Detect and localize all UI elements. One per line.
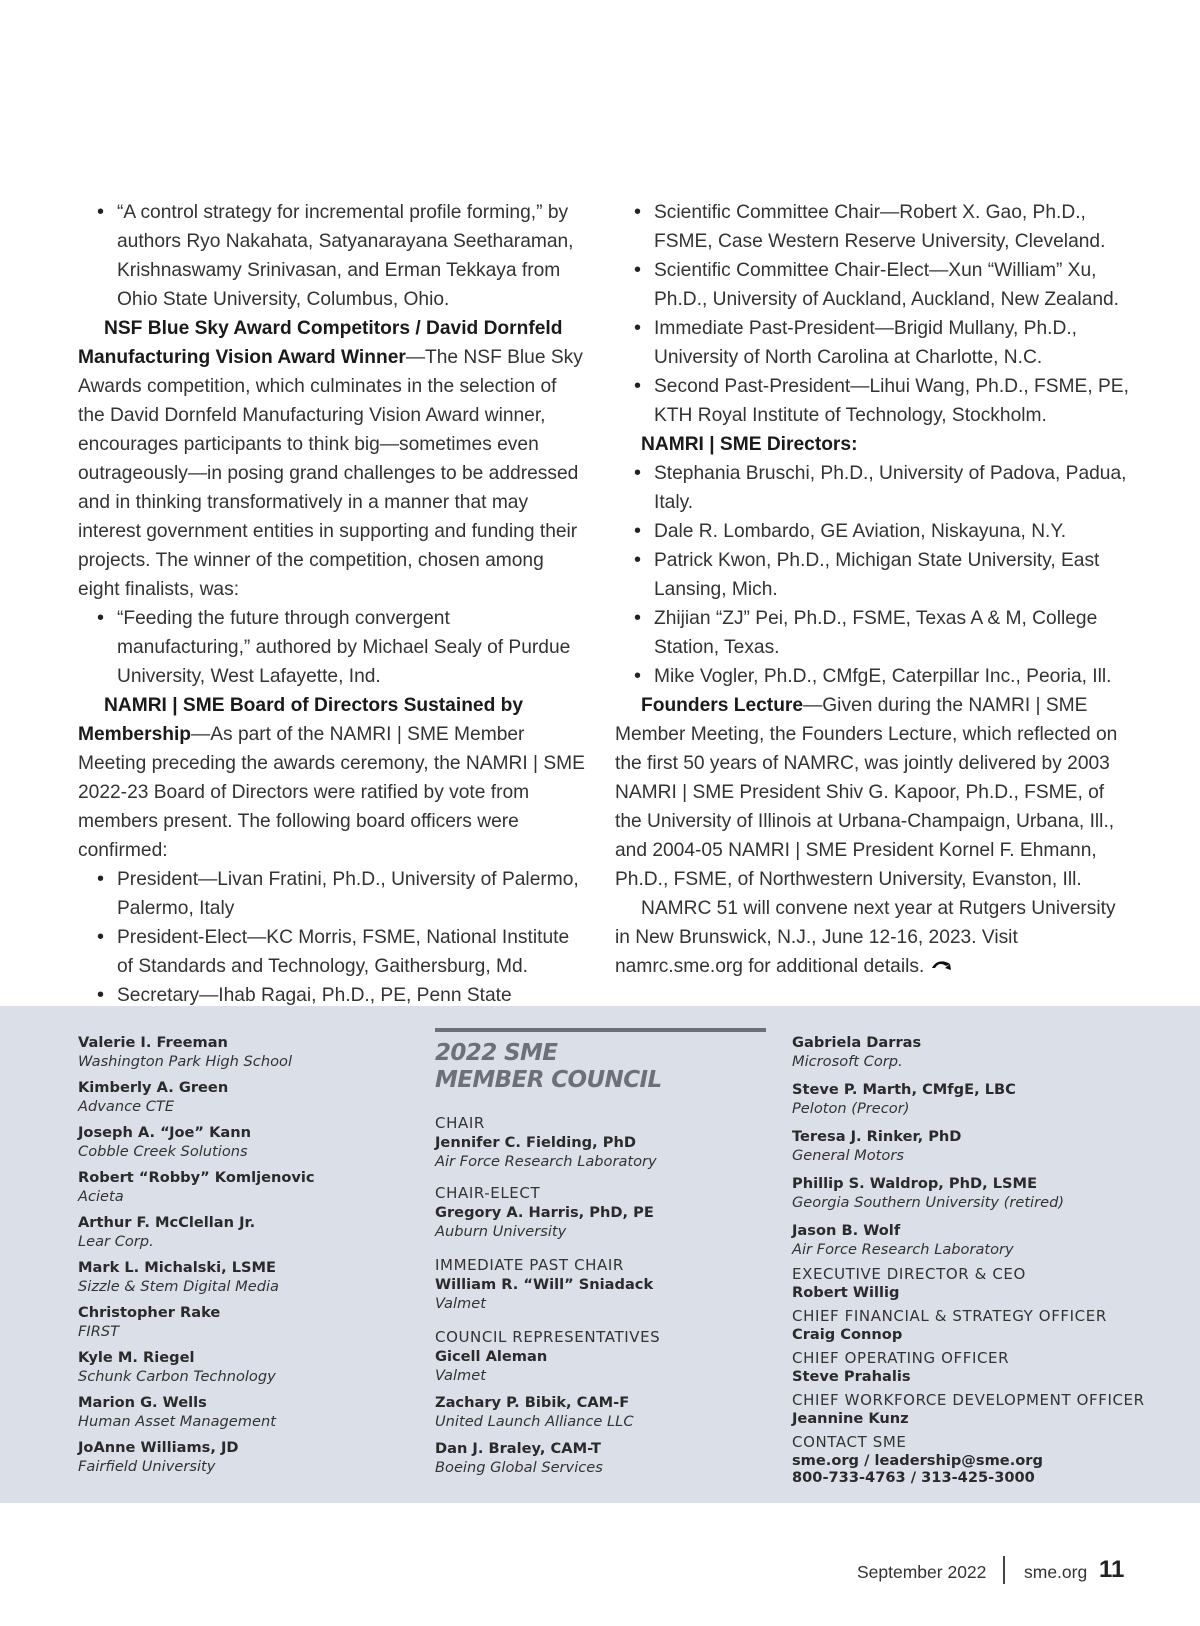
- award-list: [78, 198, 588, 314]
- staff-entry: [792, 1307, 1172, 1343]
- list-item: • Stephania Bruschi, Ph.D., University of Padova, Padua, Italy.: [615, 459, 1135, 517]
- role-label: CHAIR-ELECT: [435, 1184, 541, 1202]
- paragraph-text: —As part of the NAMRI | SME Member Meeting preceding the awards ceremony, the NAMRI | SME 2022-23 Board of Directors were ratified by vote from members present. The following board officers were confirmed:: [78, 724, 585, 861]
- paragraph: [78, 314, 588, 604]
- paragraph-text: —The NSF Blue Sky Awards competition, which culminates in the selection of the David Dornfeld Manufacturing Vision Award winner, encourages participants to think big—sometimes even outrageously—in posing grand challenges to be addressed and in thinking transformatively in a manner that may interest government entities in supporting and funding their projects. The winner of the competition, chosen among eight finalists, was:: [78, 347, 583, 600]
- list-item: • Zhijian “ZJ” Pei, Ph.D., FSME, Texas A & M, College Station, Texas.: [615, 604, 1135, 662]
- list-item: • Dale R. Lombardo, GE Aviation, Niskayuna, N.Y.: [615, 517, 1135, 546]
- section-heading: [615, 430, 1135, 459]
- council-member: [78, 1303, 408, 1341]
- member-org: Cobble Creek Solutions: [78, 1143, 248, 1160]
- list-item: • “A control strategy for incremental profile forming,” by authors Ryo Nakahata, Satyanarayana Seetharaman, Krishnaswamy Srinivasan, and Erman Tekkaya from Ohio State University, Columbus, Ohio.: [78, 198, 588, 314]
- staff-name: Jeannine Kunz: [792, 1410, 909, 1427]
- member-org: Peloton (Precor): [792, 1100, 910, 1117]
- member-org: Human Asset Management: [78, 1413, 276, 1430]
- directors-list: [615, 459, 1135, 691]
- list-item: • President-Elect—KC Morris, FSME, National Institute of Standards and Technology, Gaithersburg, Md.: [78, 923, 588, 981]
- list-item: • Scientific Committee Chair—Robert X. Gao, Ph.D., FSME, Case Western Reserve University, Cleveland.: [615, 198, 1135, 256]
- list-item: • Patrick Kwon, Ph.D., Michigan State University, East Lansing, Mich.: [615, 546, 1135, 604]
- list-item: • Scientific Committee Chair-Elect—Xun “William” Xu, Ph.D., University of Auckland, Auckland, New Zealand.: [615, 256, 1135, 314]
- staff-name: Steve Prahalis: [792, 1368, 911, 1385]
- member-org: United Launch Alliance LLC: [435, 1413, 634, 1430]
- role-label: COUNCIL REPRESENTATIVES: [435, 1328, 661, 1346]
- role-label: CHIEF WORKFORCE DEVELOPMENT OFFICER: [792, 1391, 1145, 1409]
- end-mark-icon: [930, 959, 952, 973]
- member-name: Steve P. Marth, CMfgE, LBC: [792, 1081, 1016, 1098]
- list-item: • Secretary—Ihab Ragai, Ph.D., PE, Penn State: [78, 981, 588, 1039]
- role-label: CHAIR: [435, 1114, 485, 1132]
- role-label: CONTACT SME: [792, 1433, 907, 1451]
- list-item: • President—Livan Fratini, Ph.D., University of Palermo, Palermo, Italy: [78, 865, 588, 923]
- title-rule: [435, 1028, 766, 1032]
- section-heading: NSF Blue Sky Award Competitors / David Dornfeld Manufacturing Vision Award Winner: [78, 318, 563, 368]
- member-name: Jennifer C. Fielding, PhD: [435, 1134, 636, 1151]
- issue-date: September 2022: [857, 1562, 987, 1582]
- member-org: General Motors: [792, 1147, 904, 1164]
- paragraph: [78, 691, 588, 865]
- contact-phone: 800-733-4763 / 313-425-3000: [792, 1469, 1035, 1486]
- member-org: Air Force Research Laboratory: [435, 1153, 657, 1170]
- article-column-right: [615, 198, 1135, 981]
- paragraph: [615, 691, 1135, 894]
- staff-name: Robert Willig: [792, 1284, 900, 1301]
- council-title-line: MEMBER COUNCIL: [435, 1067, 662, 1093]
- member-name: Kyle M. Riegel: [78, 1349, 195, 1366]
- council-column-1: [78, 1033, 408, 1483]
- paragraph-text: —Given during the NAMRI | SME Member Meeting, the Founders Lecture, which reflected on the first 50 years of NAMRC, was jointly delivered by 2003 NAMRI | SME President Shiv G. Kapoor, Ph.D., FSME, of the University of Illinois at Urbana-Champaign, Urbana, Ill., and 2004-05 NAMRI | SME President Kornel F. Ehmann, Ph.D., FSME, of Northwestern University, Evanston, Ill.: [615, 695, 1118, 890]
- member-org: Fairfield University: [78, 1458, 216, 1475]
- directors-heading: NAMRI | SME Directors:: [641, 434, 858, 455]
- council-member: [78, 1168, 408, 1206]
- chair-section: [435, 1114, 765, 1171]
- member-name: Zachary P. Bibik, CAM-F: [435, 1394, 630, 1411]
- role-label: CHIEF FINANCIAL & STRATEGY OFFICER: [792, 1307, 1107, 1325]
- member-name: Teresa J. Rinker, PhD: [792, 1128, 962, 1145]
- site-link[interactable]: sme.org: [1024, 1562, 1088, 1582]
- chair-elect-section: [435, 1184, 765, 1241]
- member-name: William R. “Will” Sniadack: [435, 1276, 654, 1293]
- contact-section: [792, 1433, 1172, 1486]
- council-column-3: [792, 1033, 1172, 1486]
- member-name: Robert “Robby” Komljenovic: [78, 1169, 315, 1186]
- past-chair-section: [435, 1256, 765, 1313]
- member-org: Auburn University: [435, 1223, 567, 1240]
- member-org: Valmet: [435, 1295, 486, 1312]
- page-number: 11: [1099, 1556, 1125, 1583]
- member-org: Washington Park High School: [78, 1053, 292, 1070]
- staff-name: Craig Connop: [792, 1326, 903, 1343]
- member-org: Schunk Carbon Technology: [78, 1368, 276, 1385]
- role-label: CHIEF OPERATING OFFICER: [792, 1349, 1010, 1367]
- member-name: Joseph A. “Joe” Kann: [78, 1124, 252, 1141]
- council-member: [792, 1127, 1172, 1165]
- list-item: • Immediate Past-President—Brigid Mullany, Ph.D., University of North Carolina at Charlotte, N.C.: [615, 314, 1135, 372]
- member-org: Valmet: [435, 1367, 486, 1384]
- member-name: Christopher Rake: [78, 1304, 221, 1321]
- staff-entry: [792, 1349, 1172, 1385]
- council-member: [78, 1393, 408, 1431]
- council-member: [78, 1033, 408, 1071]
- member-org: Boeing Global Services: [435, 1459, 603, 1476]
- member-name: JoAnne Williams, JD: [78, 1439, 239, 1456]
- council-title: [435, 1040, 765, 1094]
- contact-web-email[interactable]: sme.org / leadership@sme.org: [792, 1452, 1043, 1469]
- council-member: [435, 1439, 765, 1477]
- member-council-panel: [0, 1006, 1200, 1503]
- council-member: [435, 1347, 765, 1385]
- staff-entry: [792, 1391, 1172, 1427]
- council-member: [78, 1348, 408, 1386]
- section-heading: Founders Lecture: [641, 695, 804, 716]
- council-member: [78, 1078, 408, 1116]
- role-label: EXECUTIVE DIRECTOR & CEO: [792, 1265, 1026, 1283]
- council-member: [78, 1258, 408, 1296]
- list-item: • “Feeding the future through convergent manufacturing,” authored by Michael Sealy of Purdue University, West Lafayette, Ind.: [78, 604, 588, 691]
- member-name: Gicell Aleman: [435, 1348, 548, 1365]
- list-item: • Mike Vogler, Ph.D., CMfgE, Caterpillar Inc., Peoria, Ill.: [615, 662, 1135, 691]
- paragraph: [615, 894, 1135, 981]
- role-label: IMMEDIATE PAST CHAIR: [435, 1256, 624, 1274]
- council-member: [792, 1033, 1172, 1071]
- member-org: Sizzle & Stem Digital Media: [78, 1278, 279, 1295]
- staff-entry: [792, 1265, 1172, 1301]
- member-org: Advance CTE: [78, 1098, 175, 1115]
- member-name: Phillip S. Waldrop, PhD, LSME: [792, 1175, 1038, 1192]
- council-member: [78, 1213, 408, 1251]
- council-title-line: 2022 SME: [435, 1040, 558, 1066]
- member-org: FIRST: [78, 1323, 120, 1340]
- council-member: [78, 1123, 408, 1161]
- member-name: Dan J. Braley, CAM-T: [435, 1440, 601, 1457]
- council-column-2: [435, 1033, 765, 1484]
- council-member: [78, 1438, 408, 1476]
- footer-divider: [1003, 1556, 1005, 1584]
- member-org: Lear Corp.: [78, 1233, 154, 1250]
- member-name: Gabriela Darras: [792, 1034, 922, 1051]
- council-member: [792, 1174, 1172, 1212]
- member-org: Microsoft Corp.: [792, 1053, 903, 1070]
- article-column-left: [78, 198, 588, 1039]
- council-member: [792, 1221, 1172, 1259]
- closing-text: NAMRC 51 will convene next year at Rutgers University in New Brunswick, N.J., June 12-16, 2023. Visit namrc.sme.org for additional details.: [615, 898, 1116, 977]
- section-heading: NAMRI | SME Board of Directors Sustained by Membership: [78, 695, 524, 745]
- member-name: Valerie I. Freeman: [78, 1034, 228, 1051]
- member-name: Kimberly A. Green: [78, 1079, 229, 1096]
- member-org: Acieta: [78, 1188, 124, 1205]
- member-name: Arthur F. McClellan Jr.: [78, 1214, 256, 1231]
- member-name: Jason B. Wolf: [792, 1222, 901, 1239]
- member-org: Air Force Research Laboratory: [792, 1241, 1014, 1258]
- list-item: • Second Past-President—Lihui Wang, Ph.D., FSME, PE, KTH Royal Institute of Technology, Stockholm.: [615, 372, 1135, 430]
- award-list: [78, 604, 588, 691]
- council-member: [792, 1080, 1172, 1118]
- member-name: Gregory A. Harris, PhD, PE: [435, 1204, 654, 1221]
- member-name: Marion G. Wells: [78, 1394, 207, 1411]
- member-org: Georgia Southern University (retired): [792, 1194, 1065, 1211]
- officer-list: [615, 198, 1135, 430]
- representatives-section: [435, 1328, 765, 1477]
- council-member: [435, 1393, 765, 1431]
- member-name: Mark L. Michalski, LSME: [78, 1259, 277, 1276]
